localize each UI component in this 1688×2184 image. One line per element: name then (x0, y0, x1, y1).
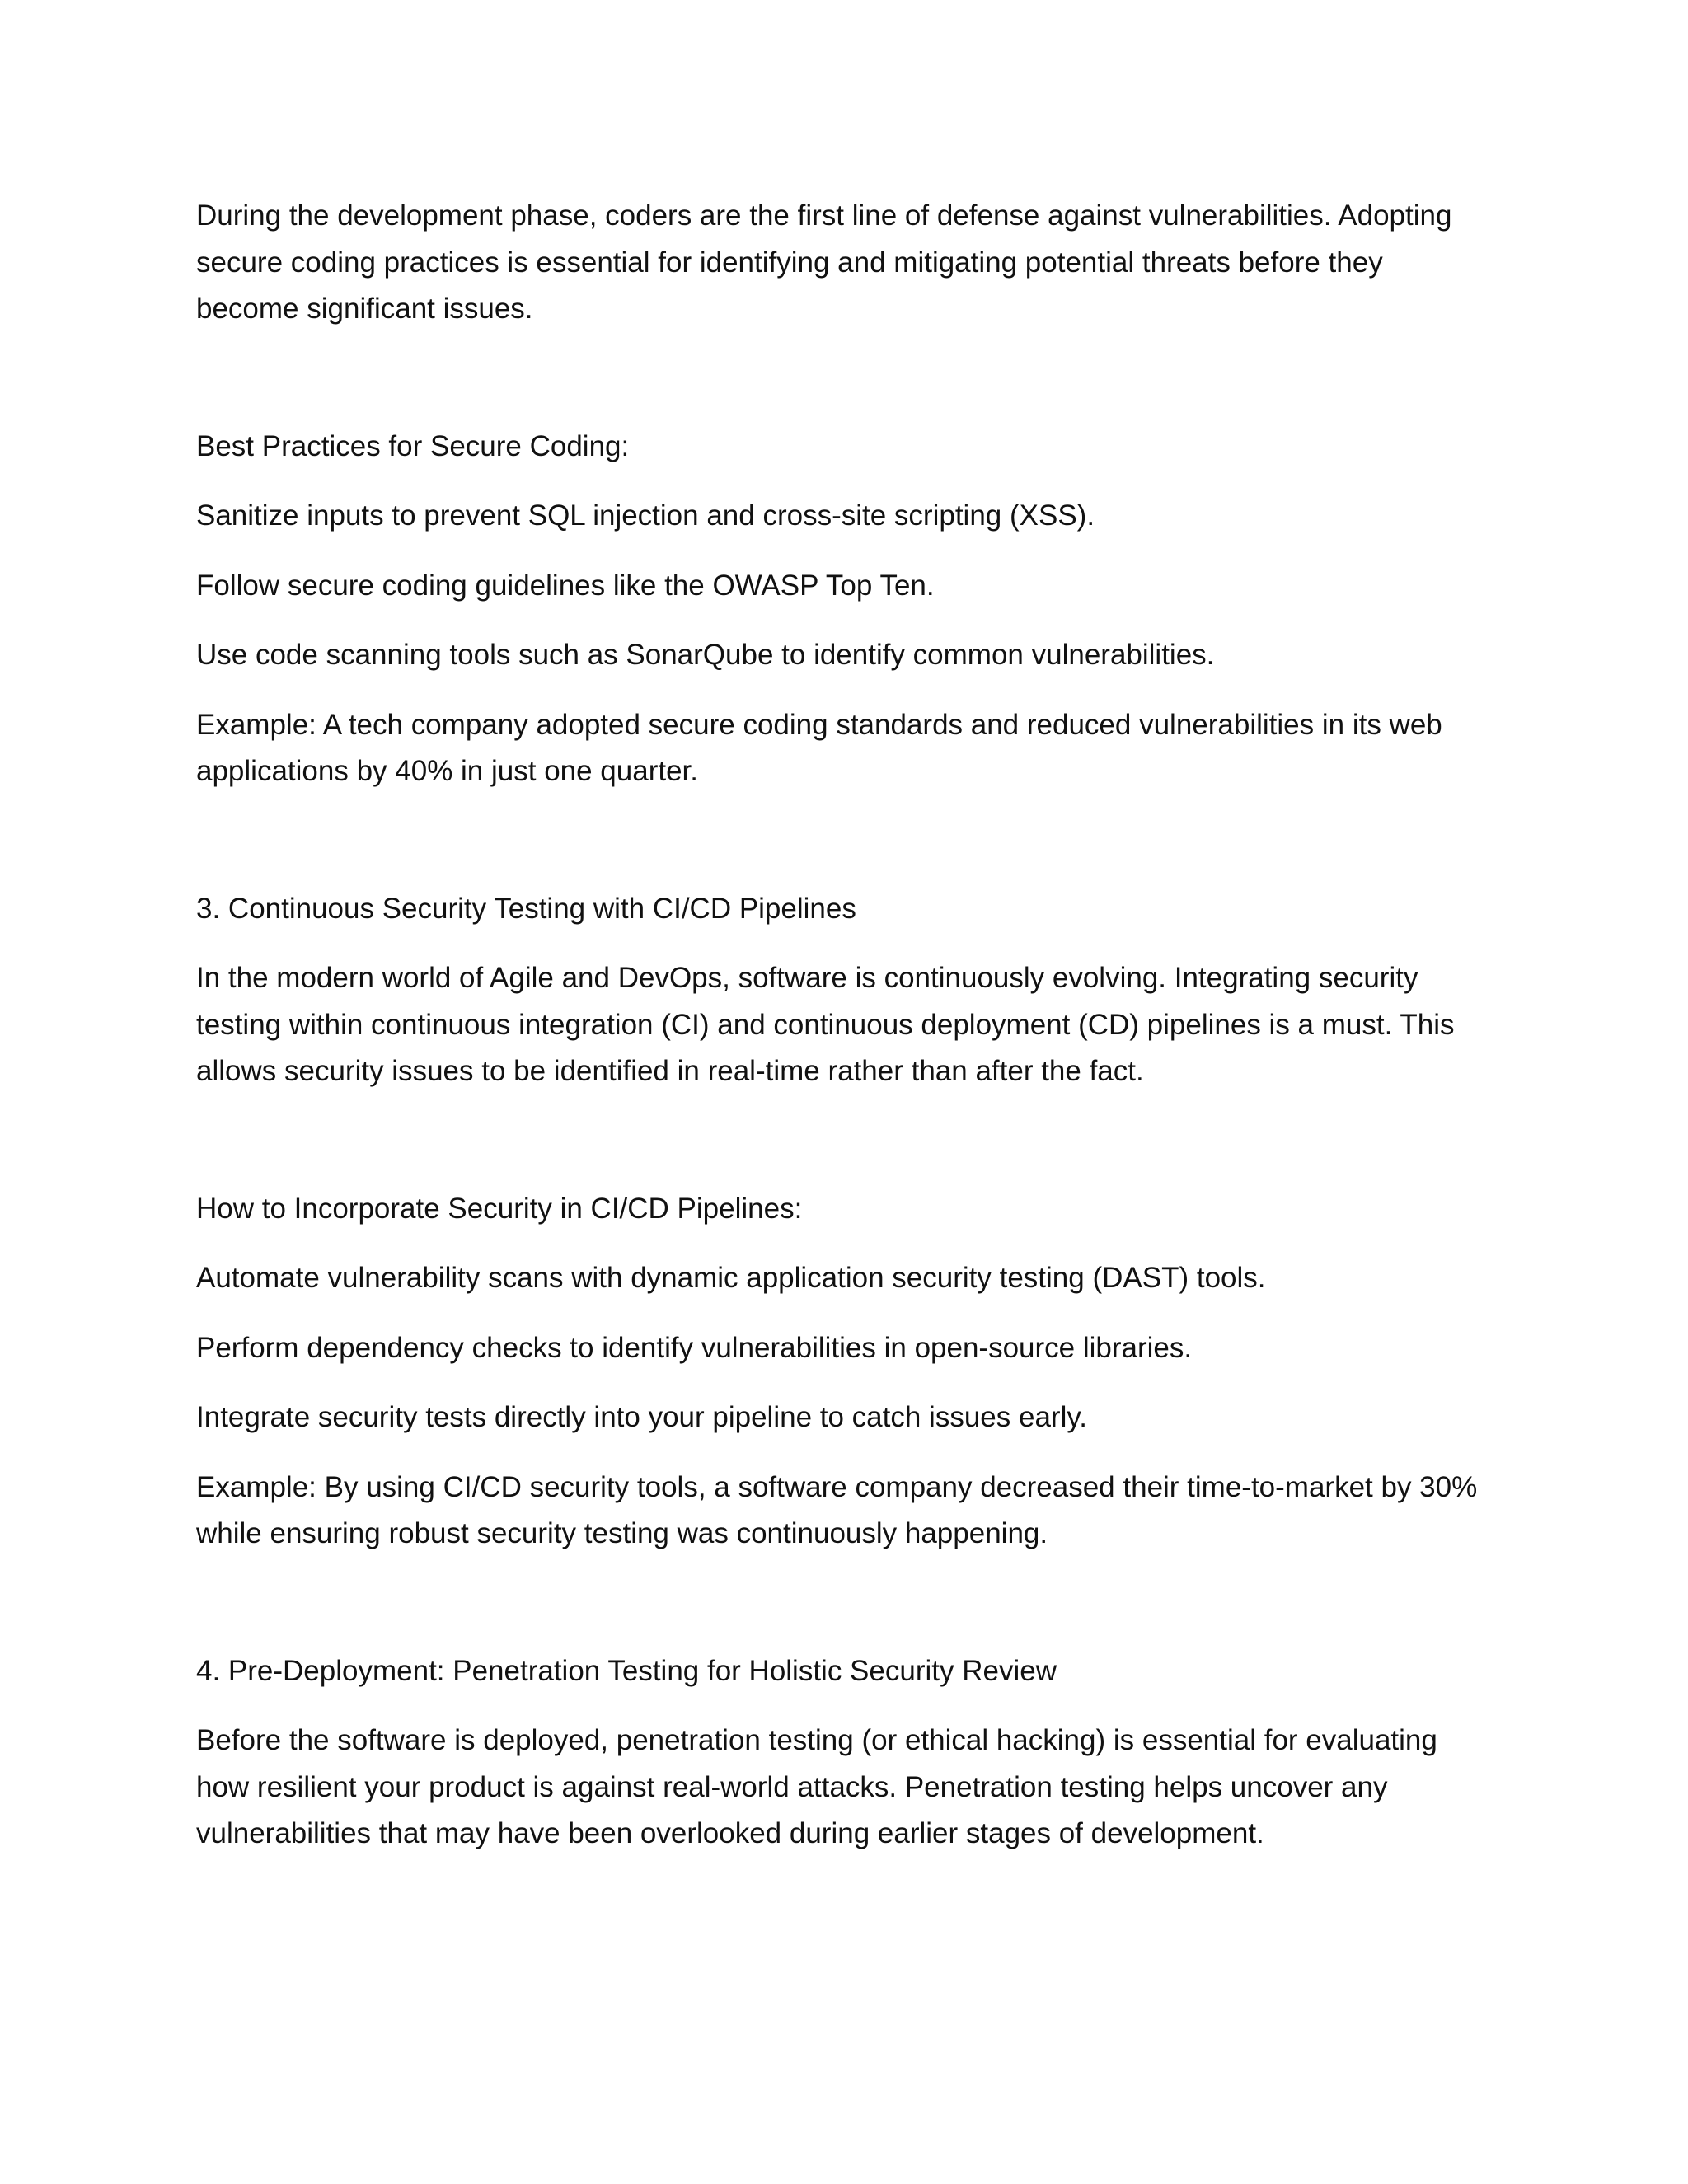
example-paragraph: Example: By using CI/CD security tools, a software company decreased their time-to-market by 30% while ensuring robust security testing was continuously happening. (196, 1470, 1478, 1549)
spacer (196, 932, 1482, 955)
spacer (196, 679, 1482, 702)
list-item: Automate vulnerability scans with dynamic application security testing (DAST) tools. (196, 1262, 1266, 1294)
penetration-testing-paragraph: Before the software is deployed, penetration testing (or ethical hacking) is essential for evaluating how resilient your product is against real-world attacks. Penetration testing helps uncover any vulnerabilities that may have been overlooked during earlier stages of development. (196, 1724, 1437, 1849)
spacer (196, 1302, 1482, 1325)
list-item: Follow secure coding guidelines like the OWASP Top Ten. (196, 569, 935, 602)
section-heading-ci-cd: 3. Continuous Security Testing with CI/CD Pipelines (196, 892, 856, 925)
intro-paragraph: During the development phase, coders are the first line of defense against vulnerabilities. Adopting secure coding practices is essential for identifying and mitigating potential threats before they become significant issues. (196, 199, 1452, 325)
spacer (196, 1694, 1482, 1718)
list-item: Perform dependency checks to identify vulnerabilities in open-source libraries. (196, 1331, 1193, 1364)
section-heading-best-practices: Best Practices for Secure Coding: (196, 429, 630, 462)
example-paragraph: Example: A tech company adopted secure coding standards and reduced vulnerabilities in its web applications by 40% in just one quarter. (196, 708, 1442, 787)
spacer (196, 470, 1482, 493)
spacer (196, 1095, 1482, 1186)
spacer (196, 1232, 1482, 1255)
spacer (196, 1558, 1482, 1648)
spacer (196, 1371, 1482, 1394)
spacer (196, 1441, 1482, 1465)
list-item: Use code scanning tools such as SonarQube to identify common vulnerabilities. (196, 639, 1215, 671)
list-item: Integrate security tests directly into your pipeline to catch issues early. (196, 1401, 1087, 1433)
spacer (196, 795, 1482, 886)
list-item: Sanitize inputs to prevent SQL injection and cross-site scripting (XSS). (196, 499, 1095, 532)
section-heading-pre-deployment: 4. Pre-Deployment: Penetration Testing for Holistic Security Review (196, 1654, 1057, 1687)
spacer (196, 540, 1482, 563)
ci-cd-paragraph: In the modern world of Agile and DevOps, software is continuously evolving. Integrating security testing within continuous integration (CI) and continuous deployment (CD) pipelines is a must. This allows security issues to be identified in real-time rather than after the fact. (196, 962, 1455, 1087)
spacer (196, 333, 1482, 424)
spacer (196, 609, 1482, 632)
document-body (196, 193, 1482, 1858)
section-heading-incorporate: How to Incorporate Security in CI/CD Pipelines: (196, 1192, 803, 1225)
